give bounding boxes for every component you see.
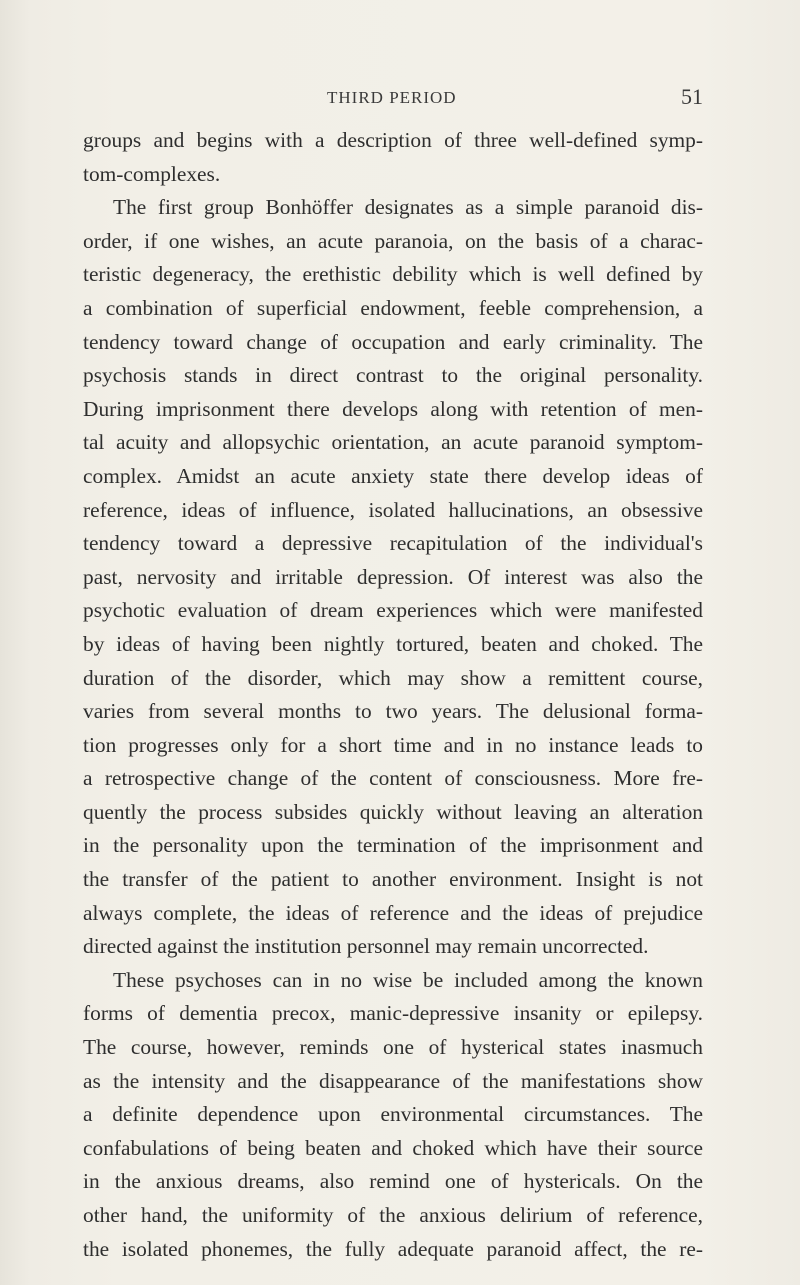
body-text (83, 124, 703, 1266)
text-line: the transfer of the patient to another environment. Insight is not (83, 867, 703, 892)
text-line: The course, however, reminds one of hysterical states inasmuch (83, 1035, 703, 1060)
text-line: always complete, the ideas of reference and the ideas of prejudice (83, 900, 703, 925)
text-line: past, nervosity and irritable depression. Of interest was also the (83, 564, 703, 589)
text-line: reference, ideas of influence, isolated hallucinations, an obsessive (83, 497, 703, 522)
text-line: the isolated phonemes, the fully adequate paranoid affect, the re- (83, 1236, 703, 1261)
text-line: directed against the institution personnel may remain uncorrected. (83, 934, 649, 959)
text-line: quently the process subsides quickly without leaving an alteration (83, 799, 703, 824)
text-line: tion progresses only for a short time and in no instance leads to (83, 732, 703, 757)
text-line: by ideas of having been nightly tortured, beaten and choked. The (83, 631, 703, 656)
text-line: teristic degeneracy, the erethistic debility which is well defined by (83, 262, 703, 287)
text-line: These psychoses can in no wise be included among the known (113, 967, 703, 992)
text-line: in the anxious dreams, also remind one of hystericals. On the (83, 1169, 703, 1194)
text-line: in the personality upon the termination of the imprisonment and (83, 833, 703, 858)
text-line: other hand, the uniformity of the anxious delirium of reference, (83, 1203, 703, 1227)
text-line: confabulations of being beaten and choked which have their source (83, 1135, 703, 1160)
text-line: duration of the disorder, which may show a remittent course, (83, 665, 703, 690)
text-line: tendency toward change of occupation and early criminality. The (83, 329, 703, 354)
text-line: a definite dependence upon environmental circumstances. The (83, 1102, 703, 1127)
page-number: 51 (681, 84, 703, 109)
text-line: tendency toward a depressive recapitulation of the individual's (83, 531, 703, 556)
text-line: psychosis stands in direct contrast to the original personality. (83, 363, 703, 388)
text-line: order, if one wishes, an acute paranoia, on the basis of a charac- (83, 228, 703, 253)
text-line: varies from several months to two years. The delusional forma- (83, 699, 703, 724)
text-line: a retrospective change of the content of consciousness. More fre- (83, 766, 703, 791)
text-line: During imprisonment there develops along with retention of men- (83, 396, 703, 421)
text-line: psychotic evaluation of dream experiences which were manifested (83, 598, 703, 623)
text-line: complex. Amidst an acute anxiety state there develop ideas of (83, 463, 703, 488)
text-line: tom-complexes. (83, 161, 221, 186)
running-head: THIRD PERIOD (327, 88, 457, 107)
page-header (83, 82, 703, 112)
text-line: groups and begins with a description of three well-defined symp- (83, 128, 703, 152)
text-line: tal acuity and allopsychic orientation, an acute paranoid symptom- (83, 430, 703, 455)
text-line: forms of dementia precox, manic-depressive insanity or epilepsy. (83, 1001, 703, 1026)
text-line: as the intensity and the disappearance of the manifestations show (83, 1068, 703, 1093)
text-line: a combination of superficial endowment, feeble comprehension, a (83, 295, 703, 320)
text-line: The first group Bonhöffer designates as a simple paranoid dis- (113, 195, 703, 220)
